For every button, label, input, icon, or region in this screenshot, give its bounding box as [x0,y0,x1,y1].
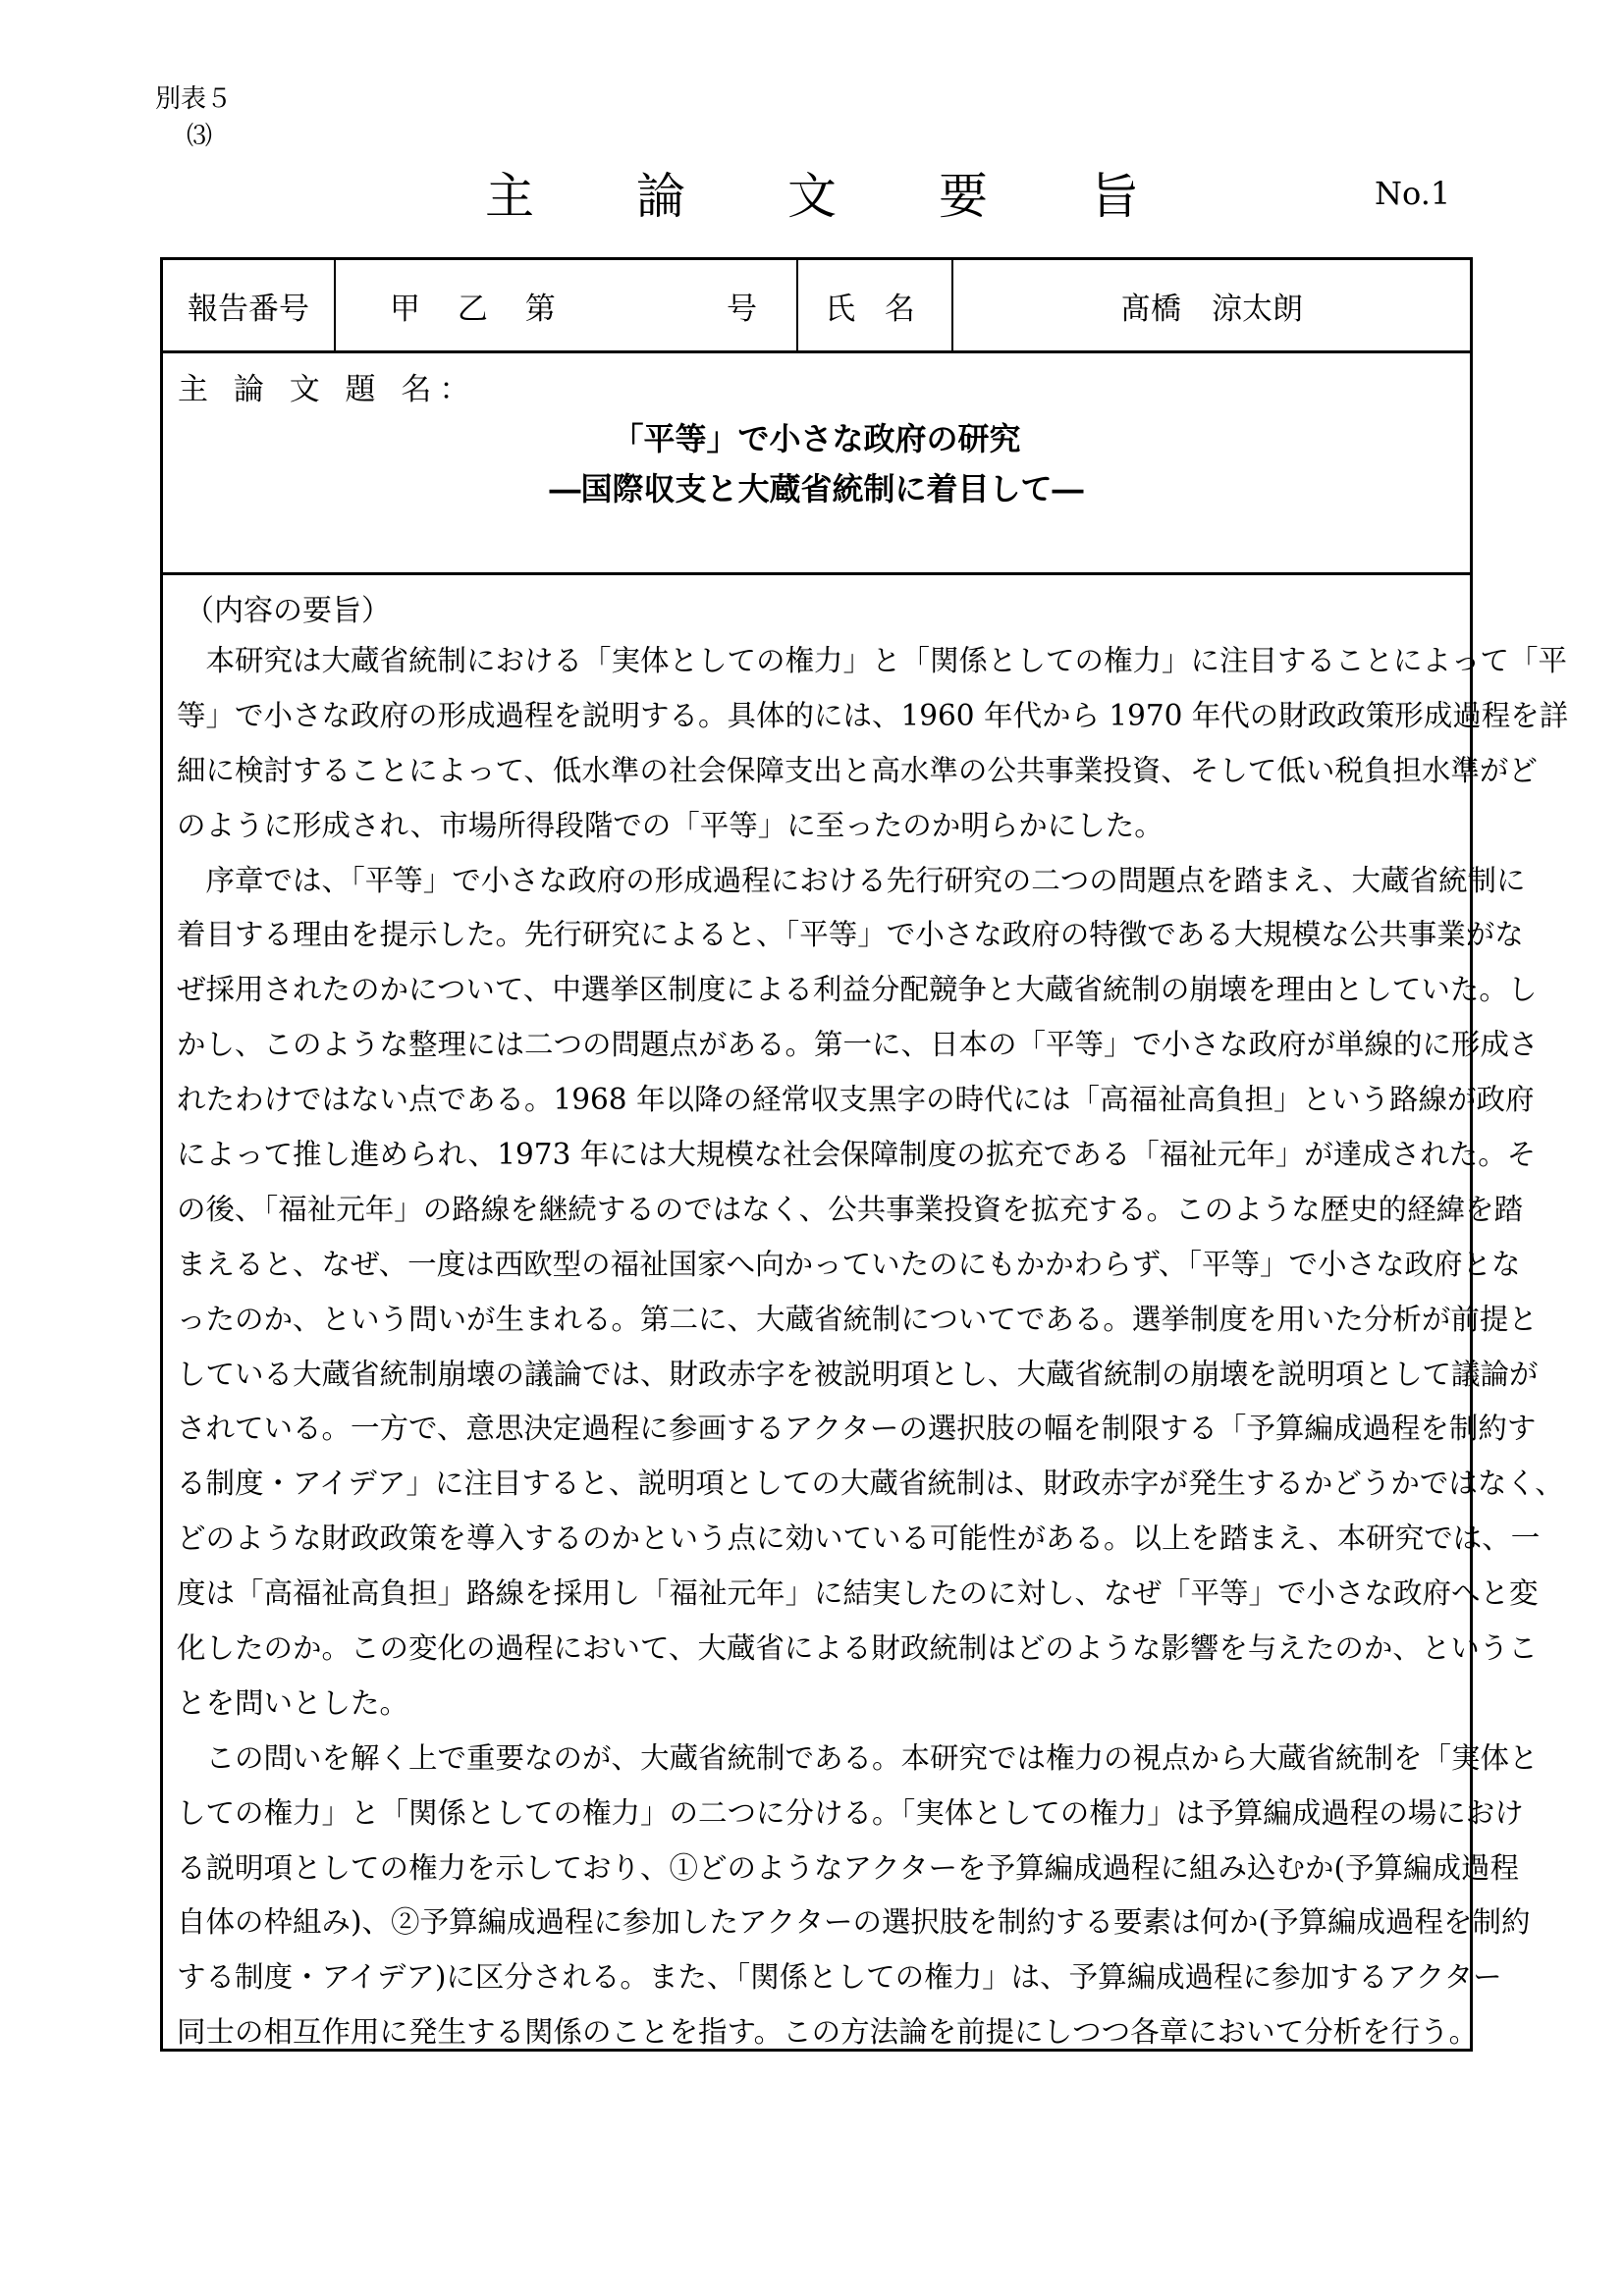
thesis-subtitle: ―国際収支と大蔵省統制に着目して― [549,470,1084,507]
author-name: 髙橋 涼太朗 [1120,291,1303,327]
header-row [163,260,1470,353]
report-number-prefix: 甲 乙 第 [390,291,569,327]
summary-heading: （内容の要旨） [185,594,391,628]
thesis-title-box [163,350,1470,575]
summary-line: この問いを解く上で重要なのが、大蔵省統制である。本研究では権力の視点から大蔵省統制を「実体と [177,1740,1539,1775]
summary-line: する制度・アイデア)に区分される。また、「関係としての権力」は、予算編成過程に参加するアクター [177,1960,1502,1995]
summary-line: 自体の枠組み)、②予算編成過程に参加したアクターの選択肢を制約する要素は何か(予算編成過程を制約 [177,1905,1531,1940]
title-char: 旨 [1090,168,1139,225]
report-number-value [336,260,798,350]
summary-line: どのような財政政策を導入するのかという点に効いている可能性がある。以上を踏まえ、本研究では、一 [177,1522,1541,1556]
summary-line: ったのか、という問いが生まれる。第二に、大蔵省統制についてである。選挙制度を用いた分析が前提と [177,1302,1538,1336]
summary-line: 度は「高福祉高負担」路線を採用し「福祉元年」に結実したのに対し、なぜ「平等」で小さな政府へと変 [177,1576,1539,1611]
summary-line: しての権力」と「関係としての権力」の二つに分ける。「実体としての権力」は予算編成過程の場におけ [177,1795,1524,1830]
summary-line: 序章では、「平等」で小さな政府の形成過程における先行研究の二つの問題点を踏まえ、大蔵省統制に [177,863,1526,897]
summary-line: 細に検討することによって、低水準の社会保障支出と高水準の公共事業投資、そして低い税負担水準がど [177,753,1538,787]
summary-line: 着目する理由を提示した。先行研究によると、「平等」で小さな政府の特徴である大規模な公共事業がな [177,918,1524,952]
report-number-label: 報告番号 [163,260,336,350]
page-number: No.1 [1375,175,1451,212]
thesis-title-label: 主 論 文 題 名： [178,372,478,407]
title-char: 論 [636,168,685,225]
summary-section [163,572,1569,2050]
summary-line: 同士の相互作用に発生する関係のことを指す。この方法論を前提にしつつ各章において分析を行う。 [177,2015,1479,2050]
summary-line: によって推し進められ、1973 年には大規模な社会保障制度の拡充である「福祉元年」が達成された。そ [177,1138,1537,1172]
title-char: 主 [485,168,534,225]
summary-line: る説明項としての権力を示しており、①どのようなアクターを予算編成過程に組み込むか(予算編成過程 [177,1850,1520,1885]
summary-line: ぜ採用されたのかについて、中選挙区制度による利益分配競争と大蔵省統制の崩壊を理由としていた。し [177,973,1538,1007]
annex-label: 別表５ [155,84,233,114]
summary-line: のように形成され、市場所得段階での「平等」に至ったのか明らかにした。 [177,808,1164,842]
title-char: 文 [787,168,837,225]
title-char: 要 [939,168,988,225]
summary-line: の後、「福祉元年」の路線を継続するのではなく、公共事業投資を拡充する。このような歴史的経緯を踏 [177,1192,1524,1226]
annex-sub-label: ⑶ [187,122,213,151]
summary-line: 化したのか。この変化の過程において、大蔵省による財政統制はどのような影響を与えたのか、というこ [177,1631,1538,1666]
summary-line: 等」で小さな政府の形成過程を説明する。具体的には、1960 年代から 1970 年代の財政政策形成過程を詳 [177,698,1569,732]
summary-text [177,639,1569,2065]
summary-line: れたわけではない点である。1968 年以降の経常収支黒字の時代には「高福祉高負担」という路線が政府 [177,1083,1535,1117]
summary-form [160,257,1569,2052]
summary-line: されている。一方で、意思決定過程に参画するアクターの選択肢の幅を制限する「予算編成過程を制約す [177,1412,1537,1446]
name-label: 氏 名 [798,260,953,350]
summary-line: している大蔵省統制崩壊の議論では、財政赤字を被説明項とし、大蔵省統制の崩壊を説明項として議論が [177,1357,1539,1391]
thesis-title: 「平等」で小さな政府の研究 [612,420,1021,457]
summary-line: まえると、なぜ、一度は西欧型の福祉国家へ向かっていたのにもかかわらず、「平等」で小さな政府とな [177,1247,1521,1281]
summary-line: る制度・アイデア」に注目すると、説明項としての大蔵省統制は、財政赤字が発生するかどうかではなく、 [177,1467,1564,1501]
summary-line: 本研究は大蔵省統制における「実体としての権力」と「関係としての権力」に注目することによって「平 [177,644,1568,677]
report-number-suffix: 号 [727,291,757,327]
summary-line: とを問いとした。 [177,1685,409,1720]
summary-line: かし、このような整理には二つの問題点がある。第一に、日本の「平等」で小さな政府が単線的に形成さ [177,1028,1539,1062]
